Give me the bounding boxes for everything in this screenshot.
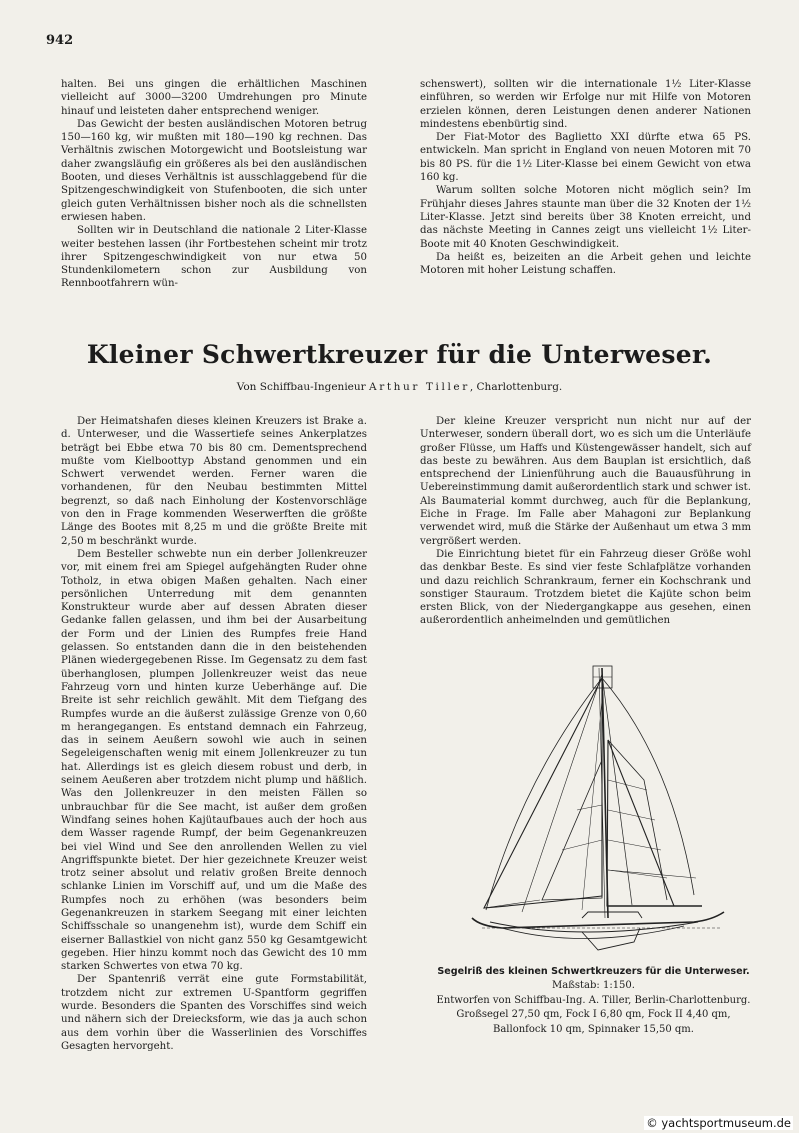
watermark: © yachtsportmuseum.de: [646, 1116, 791, 1130]
caption-title: Segelriß des kleinen Schwertkreuzers für die Unterweser.: [437, 966, 750, 977]
paragraph: Das Gewicht der besten ausländischen Motoren betrug 150—160 kg, wir mußten mit 180—190 kg rechnen. Das Verhältnis zwischen Motorgewicht und Bootsleistung war daher zwangsläufig ein größeres als bei den ausländischen Booten, und dieses Verhältnis ist ausschlaggebend für die Spitzengeschwindigkeit von Stufenbooten, die sich unter gleich guten Verhältnissen bisher noch als die schnellsten erwiesen haben.: [61, 118, 367, 223]
caption-designer: Entworfen von Schiffbau-Ing. A. Tiller, Berlin-Charlottenburg.: [436, 994, 751, 1006]
caption-sails-line-1: Großsegel 27,50 qm, Fock I 6,80 qm, Fock II 4,40 qm,: [456, 1009, 731, 1021]
paragraph: Warum sollten solche Motoren nicht möglich sein? Im Frühjahr dieses Jahres staunte man über die 32 Knoten der 1½ Liter-Klasse. Jetzt sind bereits über 38 Knoten erreicht, und das nächste Meeting in Cannes zeigt uns vielleicht 1½ Liter-Boote mit 40 Knoten Geschwindigkeit.: [420, 185, 751, 250]
previous-article-left-column: [61, 78, 367, 291]
paragraph: Dem Besteller schwebte nun ein derber Jollenkreuzer vor, mit einem frei am Spiegel aufgehängten Ruder ohne Totholz, in etwa obigen Maßen gehalten. Nach einer persönlichen Unterredung mit dem genannten Konstrukteur wurde aber auf dessen Abraten dieser Gedanke fallen gelassen, und ihm bei der Ausarbeitung der Form und der Linien des Rumpfes freie Hand gelassen. So entstanden dann die in den beistehenden Plänen wiedergegebenen Risse. Im Gegensatz zu dem fast überhanglosen, plumpen Jollenkreuzer weist das neue Fahrzeug vorn und hinten kurze Ueberhänge auf. Die Breite ist sehr reichlich gewählt. Mit dem Tiefgang des Rumpfes wurde an die äußerst zulässige Grenze von 0,60 m herangegangen. Es entstand demnach ein Fahrzeug, das in seinem Aeußern sowohl wie auch in seinen Segeleigenschaften wenig mit einem Jollenkreuzer zu tun hat. Allerdings ist es gleich diesem robust und derb, in seinem Aeußeren aber trotzdem nicht plump und häßlich. Was den Jollenkreuzer in den meisten Fällen so unbrauchbar für die See macht, ist außer dem großen Windfang seines hohen Kajütaufbaues auch der hoch aus dem Wasser ragende Rumpf, der beim Gegenankreuzen bei viel Wind und See den anrollenden Wellen zu viel Angriffspunkte bietet. Der hier gezeichnete Kreuzer weist trotz seiner absolut und relativ großen Breite dennoch schlanke Linien im Vorschiff auf, und um die Maße des Rumpfes noch zu erhöhen (was besonders beim Gegenankreuzen in starkem Seegang mit einer leichten Schiffsschale so unangenehm ist), wurde dem Schiff ein eiserner Ballastkiel von nicht ganz 550 kg Gesamtgewicht gegeben. Hier hinzu kommt noch das Gewicht des 10 mm starken Schwertes von etwa 70 kg.: [61, 548, 367, 973]
article-byline: [0, 381, 799, 393]
previous-article-right-column: [420, 78, 751, 277]
page-number: 942: [46, 33, 74, 48]
paragraph: Der kleine Kreuzer verspricht nun nicht nur auf der Unterweser, sondern überall dort, wo es sich um die Unterläufe großer Flüsse, um Haffs und Küstengewässer handelt, sich auf das beste zu bewähren. Aus dem Bauplan ist ersichtlich, daß entsprechend der Linienführung auch die Bauausführung in Uebereinstimmung damit außerordentlich stark und schwer ist. Als Baumaterial kommt durchweg, auch für die Beplankung, Eiche in Frage. Im Falle aber Mahagoni zur Beplankung verwendet wird, muß die Stärke der Außenhaut um etwa 3 mm vergrößert werden.: [420, 416, 751, 547]
paragraph: halten. Bei uns gingen die erhältlichen Maschinen vielleicht auf 3000—3200 Umdrehungen pro Minute hinauf und leisteten daher entsprechend weniger.: [61, 79, 367, 117]
paragraph: Die Einrichtung bietet für ein Fahrzeug dieser Größe wohl das denkbar Beste. Es sind vier feste Schlafplätze vorhanden und dazu reichlich Schrankraum, ferner ein Kochschrank und sonstiger Stauraum. Trotzdem bietet die Kajüte schon beim ersten Blick, von der Niedergangkappe aus gesehen, einen außerordentlich anheimelnden und gemütlichen: [420, 548, 751, 627]
article-left-column: [61, 415, 367, 1053]
article-title: Kleiner Schwertkreuzer für die Unterweser.: [86, 340, 713, 369]
byline-author: Arthur Tiller: [369, 381, 470, 393]
article-right-column: [420, 415, 751, 628]
paragraph: Da heißt es, beizeiten an die Arbeit gehen und leichte Motoren mit hoher Leistung schaffen.: [420, 251, 751, 277]
caption-sails-line-2: Ballonfock 10 qm, Spinnaker 15,50 qm.: [493, 1023, 694, 1035]
figure-caption: [420, 965, 767, 1037]
byline-suffix: , Charlottenburg.: [469, 381, 563, 393]
paragraph: Der Spantenriß verrät eine gute Formstabilität, trotzdem nicht zur extremen U-Spantform gegriffen wurde. Besonders die Spanten des Vorschiffes sind weich und nähern sich der Dreiecksform, wie das ja auch schon aus dem vorhin über die Wasserlinien des Vorschiffes Gesagten hervorgeht.: [61, 974, 367, 1052]
paragraph: schenswert), sollten wir die internationale 1½ Liter-Klasse einführen, so werden wir Erfolge nur mit Hilfe von Motoren erzielen können, deren Leistungen denen anderer Nationen mindestens ebenbürtig sind.: [420, 79, 751, 130]
sail-plan-drawing: [462, 660, 747, 955]
byline-prefix: Von Schiffbau-Ingenieur: [236, 381, 366, 393]
paragraph: Der Heimatshafen dieses kleinen Kreuzers ist Brake a. d. Unterweser, und die Wassertiefe seines Ankerplatzes beträgt bei Ebbe etwa 70 bis 80 cm. Dementsprechend mußte vom Kielboottyp Abstand genommen und ein Schwert verwendet werden. Ferner waren die vorhandenen, für den Neubau bestimmten Mittel begrenzt, so daß nach Einholung der Kostenvorschläge von den in Frage kommenden Weserwerften die größte Länge des Bootes mit 8,25 m und die größte Breite mit 2,50 m beschränkt wurde.: [61, 416, 367, 547]
caption-scale: Maßstab: 1:150.: [552, 980, 635, 992]
paragraph: Der Fiat-Motor des Baglietto XXI dürfte etwa 65 PS. entwickeln. Man spricht in England von neuen Motoren mit 70 bis 80 PS. für die 1½ Liter-Klasse bei einem Gewicht von etwa 160 kg.: [420, 132, 751, 184]
paragraph: Sollten wir in Deutschland die nationale 2 Liter-Klasse weiter bestehen lassen (ihr Fortbestehen scheint mir trotz ihrer Spitzengeschwindigkeit von nur etwa 50 Stundenkilometern schon zur Ausbildung von Rennbootfahrern wün-: [61, 225, 367, 290]
